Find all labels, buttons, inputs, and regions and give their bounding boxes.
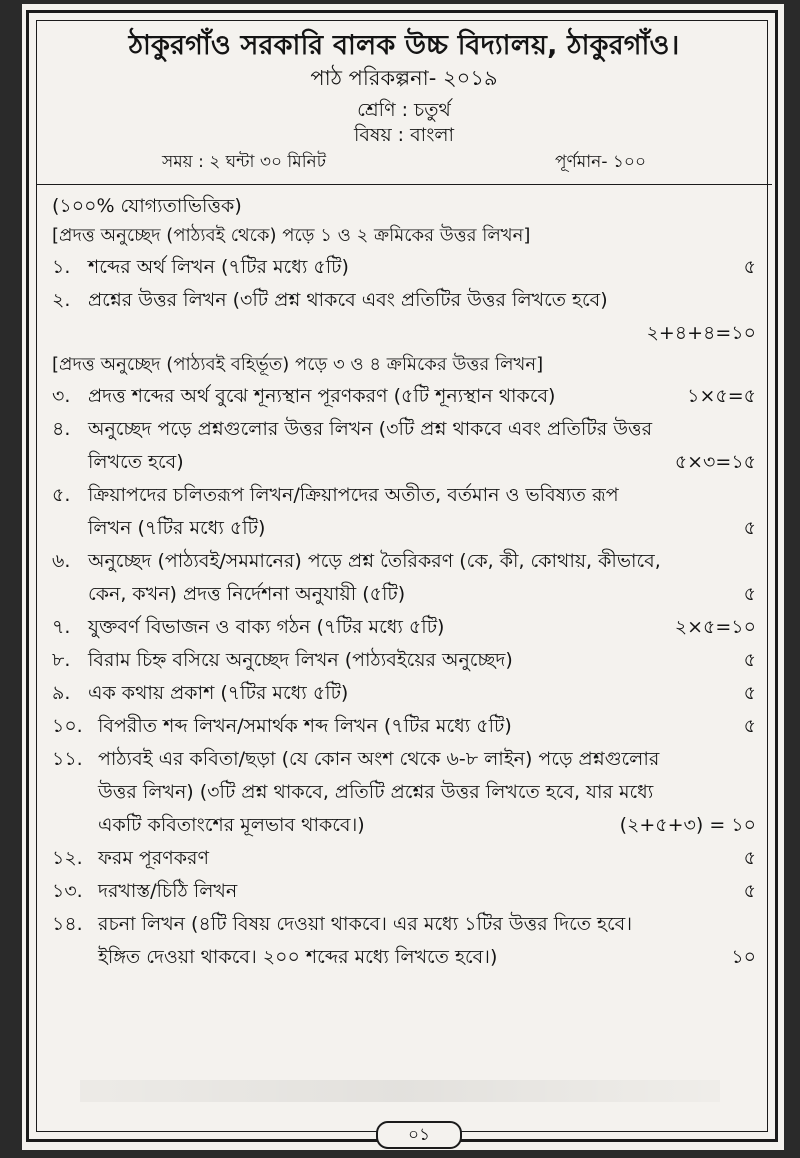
list-item: [52, 842, 756, 875]
class-line: শ্রেণি : চতুর্থ: [357, 99, 451, 121]
item-text: অনুচ্ছেদ পড়ে প্রশ্নগুলোর উত্তর লিখন (৩টি প্রশ্ন থাকবে এবং প্রতিটির উত্তর: [88, 418, 653, 440]
full-marks: পূর্ণমান- ১০০: [554, 152, 646, 172]
item-text: যুক্তবর্ণ বিভাজন ও বাক্য গঠন (৭টির মধ্যে ৫টি): [88, 616, 445, 638]
item-number: ১.: [52, 256, 71, 278]
item-continuation: [52, 446, 756, 479]
item-text: শব্দের অর্থ লিখন (৭টির মধ্যে ৫টি): [88, 256, 349, 278]
list-item: [52, 251, 756, 284]
item-marks: ৫: [743, 847, 756, 869]
item-number: ৩.: [52, 385, 71, 407]
item-number: ১৪.: [52, 913, 83, 935]
item-number: ১০.: [52, 715, 83, 737]
list-item: [52, 284, 756, 317]
item-number: ৪.: [52, 418, 71, 440]
item-number: ১২.: [52, 847, 83, 869]
item-number: ৬.: [52, 550, 71, 572]
item-marks: ২×৫=১০: [674, 616, 756, 638]
subject-line: বিষয় : বাংলা: [353, 124, 455, 146]
list-item: [52, 743, 756, 776]
item-continuation: [52, 512, 756, 545]
list-item: [52, 611, 756, 644]
item-text-cont: একটি কবিতাংশের মূলভাব থাকবে।): [98, 814, 365, 836]
item-text-cont: লিখতে হবে): [88, 451, 184, 473]
school-name: ঠাকুরগাঁও সরকারি বালক উচ্চ বিদ্যালয়, ঠাকুরগাঁও।: [128, 30, 680, 61]
item-text: বিরাম চিহ্ন বসিয়ে অনুচ্ছেদ লিখন (পাঠ্যবইয়ের অনুচ্ছেদ): [88, 649, 513, 671]
item-marks: ৫: [743, 649, 756, 671]
item-text: ক্রিয়াপদের চলিতরূপ লিখন/ক্রিয়াপদের অতীত, বর্তমান ও ভবিষ্যত রূপ: [88, 484, 619, 506]
plan-title: পাঠ পরিকল্পনা- ২০১৯: [310, 66, 498, 90]
item-text-cont: কেন, কখন) প্রদত্ত নির্দেশনা অনুযায়ী (৫টি): [88, 583, 406, 605]
item-marks: ৫: [743, 256, 756, 278]
item-marks: ৫×৩=১৫: [674, 451, 756, 473]
item-text-cont: লিখন (৭টির মধ্যে ৫টি): [88, 517, 266, 539]
list-item: [52, 677, 756, 710]
header-divider: [36, 184, 772, 185]
list-item: [52, 479, 756, 512]
item-number: ১১.: [52, 748, 83, 770]
item-continuation: [52, 941, 756, 974]
item-marks: ৫: [743, 880, 756, 902]
item-number: ৯.: [52, 682, 71, 704]
competency-basis: (১০০% যোগ্যতাভিত্তিক): [52, 195, 242, 217]
item-number: ১৩.: [52, 880, 83, 902]
item-continuation: [52, 809, 756, 842]
item-marks: ৫: [743, 715, 756, 737]
instruction-1: [প্রদত্ত অনুচ্ছেদ (পাঠ্যবই থেকে) পড়ে ১ ও ২ ক্রমিকের উত্তর লিখন]: [52, 225, 531, 246]
item-text: দরখাস্ত/চিঠি লিখন: [98, 880, 238, 902]
bleed-through-shadow: [80, 1080, 720, 1102]
item-text: এক কথায় প্রকাশ (৭টির মধ্যে ৫টি): [88, 682, 349, 704]
document-body: [52, 22, 756, 974]
list-item: [52, 380, 756, 413]
item-number: ৭.: [52, 616, 71, 638]
time-allowed: সময় : ২ ঘন্টা ৩০ মিনিট: [162, 152, 326, 172]
item-text: ফরম পূরণকরণ: [98, 847, 209, 869]
list-item: [52, 545, 756, 578]
item-number: ২.: [52, 289, 71, 311]
item-text: প্রদত্ত শব্দের অর্থ বুঝে শূন্যস্থান পূরণকরণ (৫টি শূন্যস্থান থাকবে): [88, 385, 556, 407]
time-marks-line: [52, 150, 756, 174]
item-number: ৫.: [52, 484, 71, 506]
item-text-cont: উত্তর লিখন) (৩টি প্রশ্ন থাকবে, প্রতিটি প্রশ্নের উত্তর লিখতে হবে, যার মধ্যে: [98, 781, 654, 803]
item-marks: ২+৪+৪=১০: [646, 322, 756, 344]
item-marks: ১০: [731, 946, 756, 968]
item-marks: ৫: [743, 682, 756, 704]
item-marks: ১×৫=৫: [687, 385, 756, 407]
item-continuation: [52, 578, 756, 611]
item-text: প্রশ্নের উত্তর লিখন (৩টি প্রশ্ন থাকবে এবং প্রতিটির উত্তর লিখতে হবে): [88, 289, 608, 311]
list-item: [52, 710, 756, 743]
list-item: [52, 875, 756, 908]
item-text: পাঠ্যবই এর কবিতা/ছড়া (যে কোন অংশ থেকে ৬-৮ লাইন) পড়ে প্রশ্নগুলোর: [98, 748, 660, 770]
item-continuation: [52, 776, 756, 809]
item-marks: (২+৫+৩) = ১০: [619, 814, 756, 836]
list-item: [52, 413, 756, 446]
item-text-cont: ইঙ্গিত দেওয়া থাকবে। ২০০ শব্দের মধ্যে লিখতে হবে।): [98, 946, 498, 968]
item-text: রচনা লিখন (৪টি বিষয় দেওয়া থাকবে। এর মধ্যে ১টির উত্তর দিতে হবে।: [98, 913, 633, 935]
item-text: বিপরীত শব্দ লিখন/সমার্থক শব্দ লিখন (৭টির মধ্যে ৫টি): [98, 715, 512, 737]
page-number: ০১: [376, 1121, 462, 1149]
list-item: [52, 644, 756, 677]
instruction-2: [প্রদত্ত অনুচ্ছেদ (পাঠ্যবই বহির্ভূত) পড়ে ৩ ও ৪ ক্রমিকের উত্তর লিখন]: [52, 354, 544, 375]
item-text: অনুচ্ছেদ (পাঠ্যবই/সমমানের) পড়ে প্রশ্ন তৈরিকরণ (কে, কী, কোথায়, কীভাবে,: [88, 550, 661, 572]
item-number: ৮.: [52, 649, 71, 671]
item-marks: ৫: [743, 583, 756, 605]
item-marks: ৫: [743, 517, 756, 539]
list-item: [52, 908, 756, 941]
